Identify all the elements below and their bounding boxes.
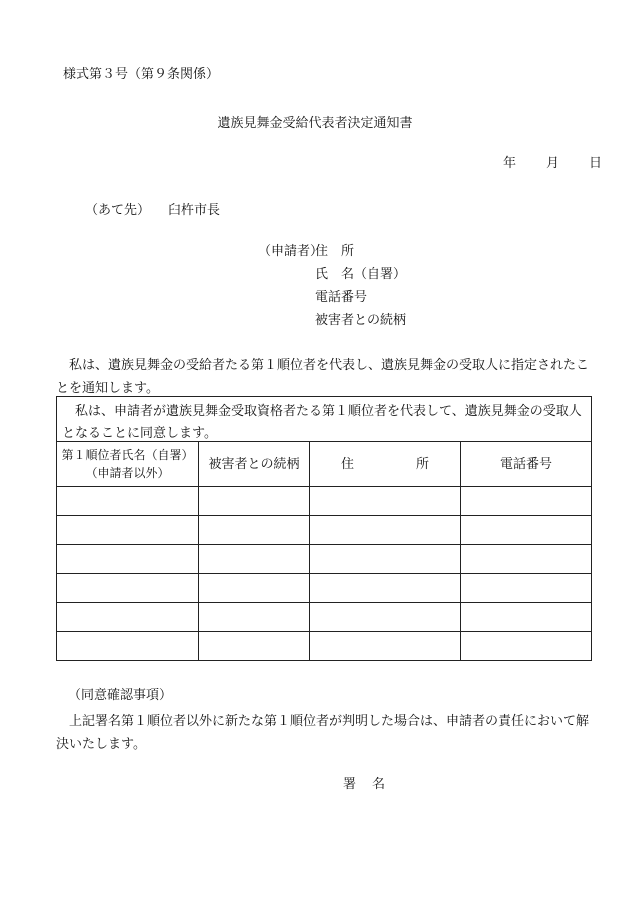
signature-char1: 署 bbox=[343, 777, 357, 792]
table-row bbox=[57, 574, 591, 603]
signature-label bbox=[343, 778, 385, 791]
signature-char2: 名 bbox=[372, 777, 386, 792]
name-cell[interactable] bbox=[57, 574, 199, 603]
relation-cell[interactable] bbox=[199, 574, 310, 603]
applicant-address-label: 住 所 bbox=[315, 244, 355, 259]
addressee-name: 臼杵市長 bbox=[168, 203, 221, 218]
applicant-relation-label: 被害者との続柄 bbox=[315, 313, 407, 328]
table-row bbox=[57, 516, 591, 545]
table-row bbox=[57, 487, 591, 516]
phone-cell[interactable] bbox=[461, 516, 592, 545]
date-year: 年 bbox=[503, 156, 517, 171]
address-cell[interactable] bbox=[310, 516, 461, 545]
address-cell[interactable] bbox=[310, 632, 461, 661]
applicant-name-label: 氏 名（自署） bbox=[315, 267, 407, 282]
address-cell[interactable] bbox=[310, 487, 461, 516]
name-cell[interactable] bbox=[57, 632, 199, 661]
notice-paragraph: 私は、遺族見舞金の受給者たる第１順位者を代表し、遺族見舞金の受取人に指定されたことを通知します。 bbox=[56, 358, 590, 396]
consent-box bbox=[56, 396, 592, 661]
consent-signature-table bbox=[57, 442, 591, 660]
table-header-row bbox=[57, 442, 591, 487]
confirmation-heading: （同意確認事項） bbox=[68, 688, 173, 703]
phone-cell[interactable] bbox=[461, 545, 592, 574]
confirmation-body: 上記署名第１順位者以外に新たな第１順位者が判明した場合は、申請者の責任において解決いたします。 bbox=[56, 714, 590, 752]
column-header-phone: 電話番号 bbox=[461, 442, 592, 487]
applicant-phone-label: 電話番号 bbox=[315, 290, 368, 305]
phone-cell[interactable] bbox=[461, 632, 592, 661]
relation-cell[interactable] bbox=[199, 632, 310, 661]
phone-cell[interactable] bbox=[461, 574, 592, 603]
applicant-label: （申請者） bbox=[258, 244, 324, 259]
phone-cell[interactable] bbox=[461, 603, 592, 632]
form-number: 様式第３号（第９条関係） bbox=[63, 67, 220, 82]
table-row bbox=[57, 545, 591, 574]
signature-rows bbox=[57, 487, 591, 661]
relation-cell[interactable] bbox=[199, 516, 310, 545]
table-row bbox=[57, 632, 591, 661]
relation-cell[interactable] bbox=[199, 603, 310, 632]
address-cell[interactable] bbox=[310, 545, 461, 574]
column-header-name-line1: 第１順位者氏名（自署） bbox=[61, 448, 194, 462]
column-header-name bbox=[57, 442, 199, 487]
date-day: 日 bbox=[589, 156, 603, 171]
column-header-relation: 被害者との続柄 bbox=[199, 442, 310, 487]
column-header-address bbox=[310, 442, 461, 487]
column-header-address-char2: 所 bbox=[416, 456, 430, 472]
name-cell[interactable] bbox=[57, 545, 199, 574]
consent-statement: 私は、申請者が遺族見舞金受取資格者たる第１順位者を代表して、遺族見舞金の受取人となることに同意します。 bbox=[57, 397, 591, 442]
relation-cell[interactable] bbox=[199, 487, 310, 516]
phone-cell[interactable] bbox=[461, 487, 592, 516]
document-title: 遺族見舞金受給代表者決定通知書 bbox=[217, 116, 413, 131]
name-cell[interactable] bbox=[57, 603, 199, 632]
date-month: 月 bbox=[546, 156, 560, 171]
address-cell[interactable] bbox=[310, 603, 461, 632]
addressee bbox=[85, 204, 220, 217]
address-cell[interactable] bbox=[310, 574, 461, 603]
column-header-address-char1: 住 bbox=[340, 456, 354, 472]
relation-cell[interactable] bbox=[199, 545, 310, 574]
addressee-label: （あて先） bbox=[85, 203, 151, 218]
column-header-name-line2: （申請者以外） bbox=[85, 466, 170, 480]
table-row bbox=[57, 603, 591, 632]
name-cell[interactable] bbox=[57, 516, 199, 545]
name-cell[interactable] bbox=[57, 487, 199, 516]
